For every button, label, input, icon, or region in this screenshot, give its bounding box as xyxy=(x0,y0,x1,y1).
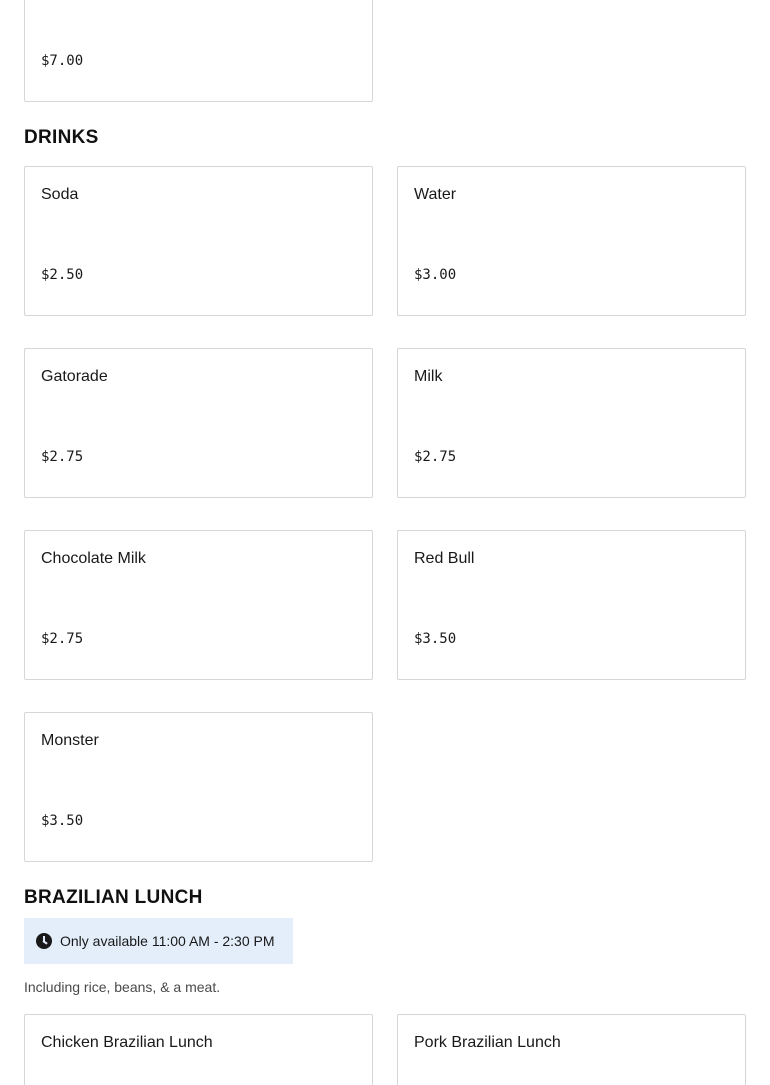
menu-item-card[interactable] xyxy=(24,348,373,498)
menu-item-name: Chicken Brazilian Lunch xyxy=(41,1034,213,1051)
menu-item-price: $2.75 xyxy=(414,449,457,465)
menu-item-card[interactable] xyxy=(397,1014,746,1085)
menu-item-price: $7.00 xyxy=(41,53,84,69)
menu-item-card[interactable] xyxy=(24,166,373,316)
menu-item-card[interactable] xyxy=(397,348,746,498)
menu-item-price: $2.75 xyxy=(41,449,84,465)
menu-item-card[interactable] xyxy=(397,166,746,316)
availability-notice xyxy=(24,918,293,964)
availability-text: Only available 11:00 AM - 2:30 PM xyxy=(60,933,275,949)
menu-item-price: $2.75 xyxy=(41,631,84,647)
menu-item-name: Gatorade xyxy=(41,368,108,385)
menu-item-name: Water xyxy=(414,186,457,203)
menu-item-card[interactable] xyxy=(397,530,746,680)
menu-item-name: Red Bull xyxy=(414,550,475,567)
section-description: Including rice, beans, & a meat. xyxy=(24,979,221,995)
menu-item-card[interactable] xyxy=(24,712,373,862)
menu-item-name: Milk xyxy=(414,368,443,385)
menu-item-name: Pork Brazilian Lunch xyxy=(414,1034,561,1051)
section-title-drinks: DRINKS xyxy=(24,127,99,148)
section-title-brazilian-lunch: BRAZILIAN LUNCH xyxy=(24,887,203,908)
clock-icon xyxy=(36,933,52,949)
menu-item-card[interactable] xyxy=(24,1014,373,1085)
menu-item-card[interactable] xyxy=(24,530,373,680)
menu-item-name: Chocolate Milk xyxy=(41,550,146,567)
menu-item-name: Monster xyxy=(41,732,99,749)
menu-item-card[interactable] xyxy=(24,0,373,102)
menu-item-price: $3.00 xyxy=(414,267,457,283)
menu-item-price: $2.50 xyxy=(41,267,84,283)
menu-item-name: Soda xyxy=(41,186,79,203)
menu-item-price: $3.50 xyxy=(414,631,457,647)
menu-item-price: $3.50 xyxy=(41,813,84,829)
